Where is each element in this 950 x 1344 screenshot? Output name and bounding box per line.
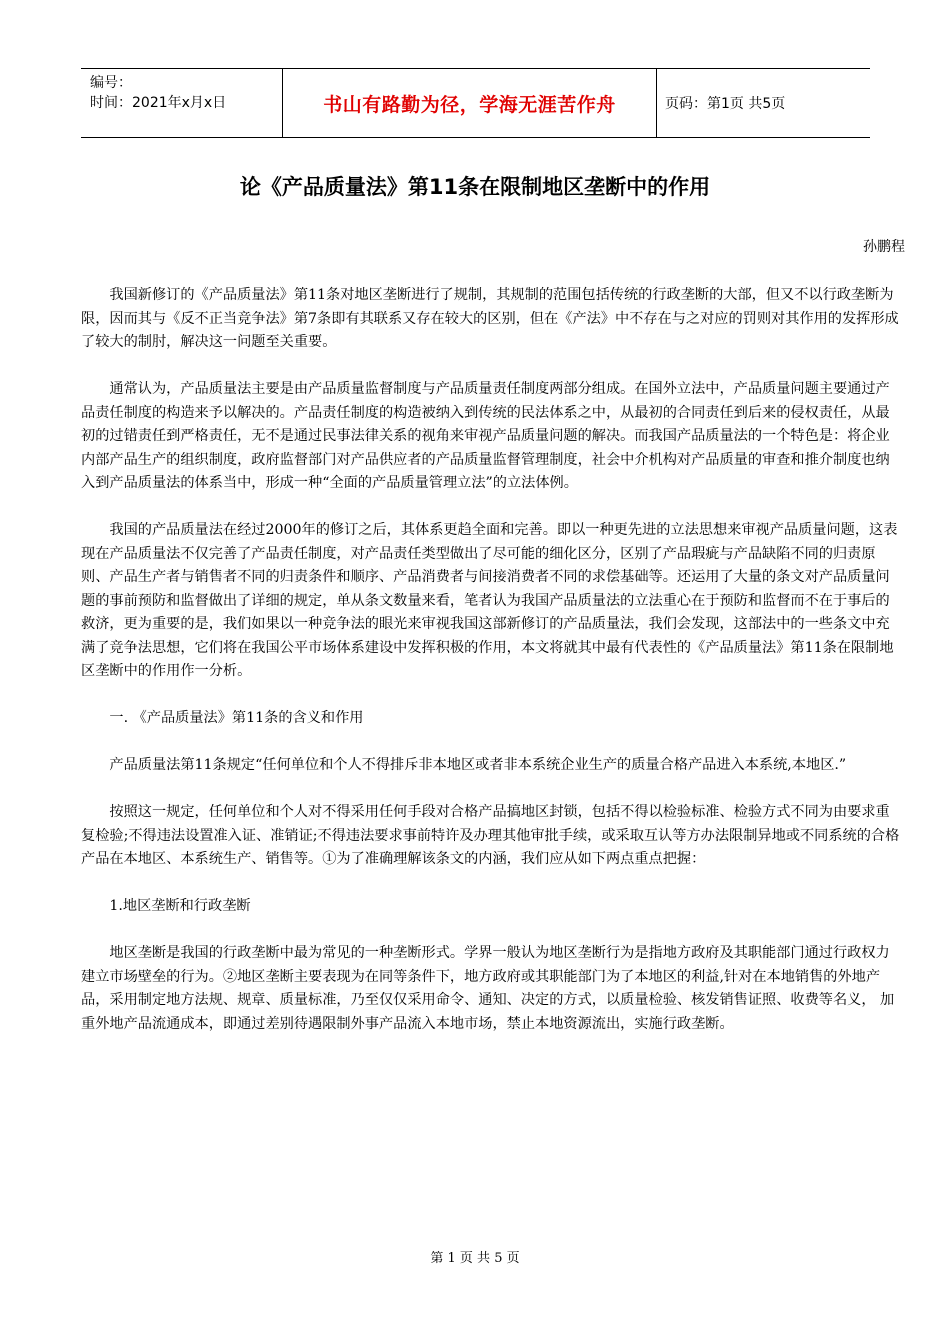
paragraph: 我国的产品质量法在经过2000年的修订之后，其体系更趋全面和完善。即以一种更先进的立法思想来审视产品质量问题，这表现在产品质量法不仅完善了产品责任制度，对产品责任类型做出了尽可能的细化区分，区别了产品瑕疵与产品缺陷不同的归责原则、产品生产者与销售者不同的归责条件和顺序、产品消费者与间接消费者不同的求偿基础等。还运用了大量的条文对产品质量问题的事前预防和监督做出了详细的规定，单从条文数量来看，笔者认为我国产品质量法的立法重心在于预防和监督而不在于事后的救济，更为重要的是，我们如果以一种竞争法的眼光来审视我国这部新修订的产品质量法，我们会发现，这部法中的一些条文中充满了竞争法思想，它们将在我国公平市场体系建设中发挥积极的作用，本文将就其中最有代表性的《产品质量法》第11条在限制地区垄断中的作用作一分析。 xyxy=(81,522,898,679)
subsection-heading: 1.地区垄断和行政垄断 xyxy=(81,898,251,914)
page-footer: 第 1 页 共 5 页 xyxy=(430,1251,520,1266)
paragraph: 地区垄断是我国的行政垄断中最为常见的一种垄断形式。学界一般认为地区垄断行为是指地方政府及其职能部门通过行政权力建立市场壁垒的行为。②地区垄断主要表现为在同等条件下，地方政府或其职能部门为了本地区的利益,针对在本地销售的外地产品，采用制定地方法规、规章、质量标准，乃至仅仅采用命令、通知、决定的方式，以质量检验、核发销售证照、收费等名义， 加重外地产品流通成本，即通过差别待遇限制外事产品流入本地市场，禁止本地资源流出，实施行政垄断。 xyxy=(81,945,895,1032)
paragraph: 按照这一规定，任何单位和个人对不得采用任何手段对合格产品搞地区封锁，包括不得以检验标准、检验方式不同为由要求重复检验;不得违法设置准入证、准销证;不得违法要求事前特许及办理其他审批手续，或采取互认等方办法限制异地或不同系统的合格产品在本地区、本系统生产、销售等。①为了准确理解该条文的内涵，我们应从如下两点重点把握： xyxy=(81,804,900,867)
section-heading: 一. 《产品质量法》第11条的含义和作用 xyxy=(81,710,364,726)
document-number-label: 编号： xyxy=(90,75,132,91)
paragraph: 我国新修订的《产品质量法》第11条对地区垄断进行了规制，其规制的范围包括传统的行政垄断的大部，但又不以行政垄断为限，因而其与《反不正当竞争法》第7条即有其联系又存在较大的区别，但在《产法》中不存在与之对应的罚则对其作用的发挥形成了较大的制肘，解决这一问题至关重要。 xyxy=(81,287,899,350)
header-table xyxy=(81,68,870,138)
paragraph: 产品质量法第11条规定“任何单位和个人不得排斥非本地区或者非本系统企业生产的质量合格产品进入本系统,本地区.” xyxy=(81,757,847,773)
document-body xyxy=(81,284,903,1060)
paragraph: 通常认为，产品质量法主要是由产品质量监督制度与产品质量责任制度两部分组成。在国外立法中，产品质量问题主要通过产品责任制度的构造来予以解决的。产品责任制度的构造被纳入到传统的民法体系之中，从最初的合同责任到后来的侵权责任，从最初的过错责任到严格责任，无不是通过民事法律关系的视角来审视产品质量问题的解决。而我国产品质量法的一个特色是：将企业内部产品生产的组织制度，政府监督部门对产品供应者的产品质量监督管理制度，社会中介机构对产品质量的审查和推介制度也纳入到产品质量法的体系当中，形成一种“全面的产品质量管理立法”的立法体例。 xyxy=(81,381,890,491)
document-author: 孙鹏程 xyxy=(863,239,905,255)
header-meta xyxy=(81,69,282,137)
document-title: 论《产品质量法》第11条在限制地区垄断中的作用 xyxy=(239,175,711,199)
header-motto: 书山有路勤为径，学海无涯苦作舟 xyxy=(282,69,657,137)
document-date: 时间：2021年x月x日 xyxy=(90,95,227,111)
header-page-info: 页码：第1页 共5页 xyxy=(665,96,786,112)
